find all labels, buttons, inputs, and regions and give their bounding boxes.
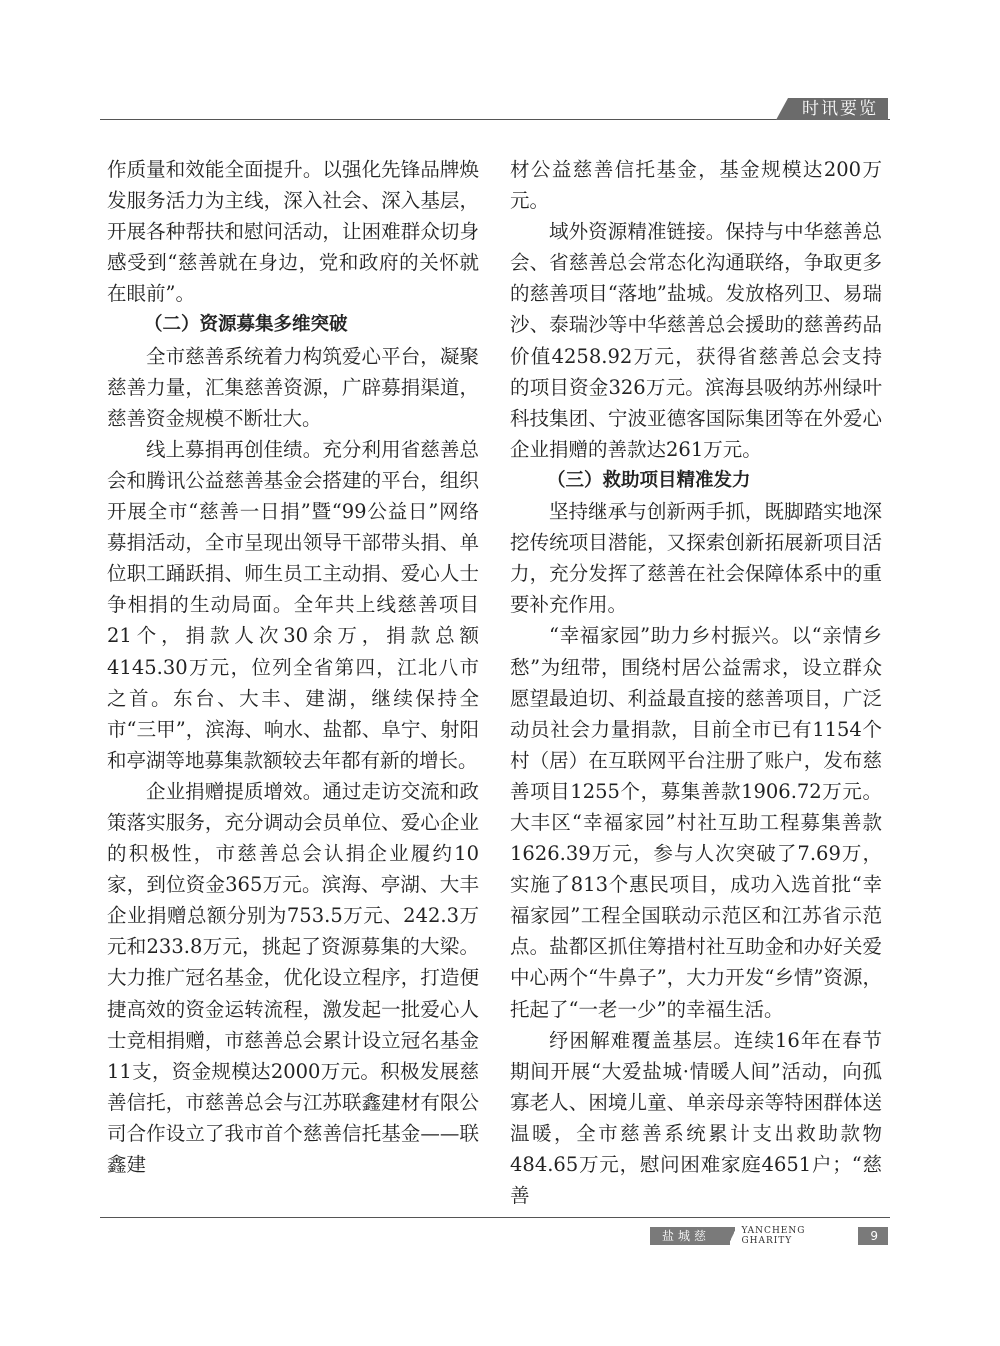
paragraph: 全市慈善系统着力构筑爱心平台，凝聚慈善力量，汇集慈善资源，广辟募捐渠道，慈善资金规模不断壮大。	[107, 344, 479, 430]
paragraph: 域外资源精准链接。保持与中华慈善总会、省慈善总会常态化沟通联络，争取更多的慈善项目“落地”盐城。发放格列卫、易瑞沙、泰瑞沙等中华慈善总会援助的慈善药品价值4258.92万元，获得省慈善总会支持的项目资金326万元。滨海县吸纳苏州绿叶科技集团、宁波亚德客国际集团等在外爱心企业捐赠的善款达261万元。	[510, 220, 882, 461]
magazine-english-name: YANCHENG GHARITY	[741, 1226, 806, 1246]
section-subheading: （三）救助项目精准发力	[547, 469, 751, 491]
paragraph: 线上募捐再创佳绩。充分利用省慈善总会和腾讯公益慈善基金会搭建的平台，组织开展全市“慈善一日捐”暨“99公益日”网络募捐活动，全市呈现出领导干部带头捐、单位职工踊跃捐、师生员工主动捐、爱心人士争相捐的生动局面。全年共上线慈善项目21个，捐款人次30余万，捐款总额4145.30万元，位列全省第四，江北八市之首。东台、大丰、建湖，继续保持全市“三甲”，滨海、响水、盐都、阜宁、射阳和亭湖等地募集款额较去年都有新的增长。	[107, 437, 479, 772]
paragraph: 坚持继承与创新两手抓，既脚踏实地深挖传统项目潜能，又探索创新拓展新项目活力，充分发挥了慈善在社会保障体系中的重要补充作用。	[510, 500, 882, 617]
left-column	[107, 154, 479, 1180]
paragraph: “幸福家园”助力乡村振兴。以“亲情乡愁”为纽带，围绕村居公益需求，设立群众愿望最迫切、利益最直接的慈善项目，广泛动员社会力量捐款，目前全市已有1154个村（居）在互联网平台注册了账户，发布慈善项目1255个，募集善款1906.72万元。大丰区“幸福家园”村社互助工程募集善款1626.39万元，参与人次突破了7.69万，实施了813个惠民项目，成功入选首批“幸福家园”工程全国联动示范区和江苏省示范点。盐都区抓住筹措村社互助金和办好关爱中心两个“牛鼻子”，大力开发“乡情”资源，托起了“一老一少”的幸福生活。	[510, 624, 882, 1021]
header-rule	[100, 119, 890, 120]
footer	[650, 1226, 888, 1261]
paragraph: 材公益慈善信托基金，基金规模达200万元。	[510, 158, 882, 213]
page-number: 9	[858, 1227, 888, 1245]
paragraph: 作质量和效能全面提升。以强化先锋品牌焕发服务活力为主线，深入社会、深入基层，开展各种帮扶和慰问活动，让困难群众切身感受到“慈善就在身边，党和政府的关怀就在眼前”。	[107, 158, 479, 306]
footer-rule	[100, 1217, 890, 1218]
section-tag: 时讯要览	[788, 98, 888, 120]
paragraph: 纾困解难覆盖基层。连续16年在春节期间开展“大爱盐城·情暖人间”活动，向孤寡老人、困境儿童、单亲母亲等特困群体送温暖，全市慈善系统累计支出救助款物484.65万元，慰问困难家庭4651户；“慈善	[510, 1028, 882, 1208]
section-subheading: （二）资源募集多维突破	[144, 314, 348, 336]
paragraph: 企业捐赠提质增效。通过走访交流和政策落实服务，充分调动会员单位、爱心企业的积极性，市慈善总会认捐企业履约10家，到位资金365万元。滨海、亭湖、大丰企业捐赠总额分别为753.5万元、242.3万元和233.8万元，挑起了资源募集的大梁。大力推广冠名基金，优化设立程序，打造便捷高效的资金运转流程，激发起一批爱心人士竞相捐赠，市慈善总会累计设立冠名基金11支，资金规模达2000万元。积极发展慈善信托，市慈善总会与江苏联鑫建材有限公司合作设立了我市首个慈善信托基金——联鑫建	[107, 779, 479, 1176]
magazine-name: 盐城慈善	[650, 1227, 730, 1245]
right-column	[510, 154, 882, 1211]
